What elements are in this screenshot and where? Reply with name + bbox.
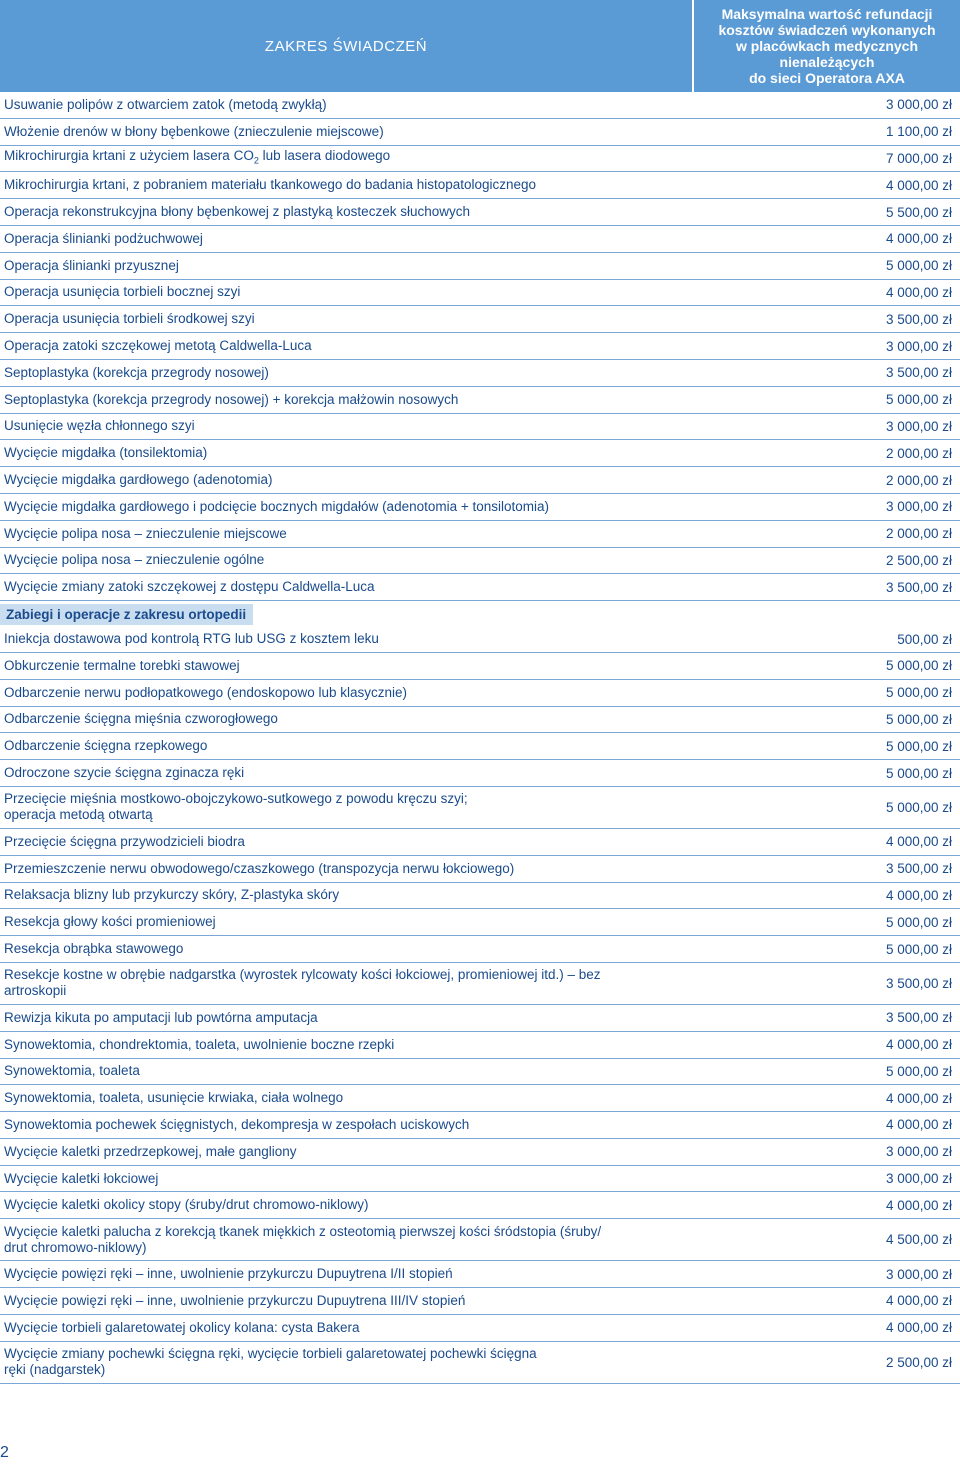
service-name [0, 148, 772, 169]
refund-value: 3 500,00 zł [885, 975, 952, 991]
service-name: Odroczone szycie ścięgna zginacza ręki [4, 765, 245, 781]
refund-value: 4 000,00 zł [885, 231, 952, 247]
refund-value: 5 500,00 zł [885, 204, 952, 220]
service-name: Synowektomia, toaleta, usunięcie krwiaka, ciała wolnego [4, 1090, 344, 1106]
table-row [0, 787, 960, 829]
table-row [0, 963, 960, 1005]
refund-value: 3 000,00 zł [885, 1144, 952, 1160]
refund-value: 4 500,00 zł [885, 1232, 952, 1248]
service-name: Wycięcie kaletki łokciowej [4, 1170, 159, 1186]
refund-value: 3 000,00 zł [885, 499, 952, 515]
header-max-line: Maksymalna wartość refundacji [721, 6, 933, 22]
service-name: Wycięcie powięzi ręki – inne, uwolnienie przykurczu Dupuytrena III/IV stopień [4, 1292, 466, 1308]
service-name: Przecięcie ścięgna przywodzicieli biodra [4, 833, 245, 849]
refund-value: 2 000,00 zł [885, 472, 952, 488]
service-name: Usunięcie węzła chłonnego szyi [4, 418, 195, 434]
table-row [0, 119, 960, 146]
table-row [0, 414, 960, 441]
table-row [0, 1005, 960, 1032]
refund-value: 1 100,00 zł [885, 124, 952, 140]
refund-value: 4 000,00 zł [885, 1037, 952, 1053]
service-name: Odbarczenie ścięgna mięśnia czworogłowego [4, 711, 278, 727]
service-name-line: operacja metodą otwartą [4, 807, 153, 823]
refund-value: 3 000,00 zł [885, 1266, 952, 1282]
service-name: Wycięcie polipa nosa – znieczulenie miejscowe [4, 525, 287, 541]
section-title: Zabiegi i operacje z zakresu ortopedii [0, 604, 253, 625]
service-name: Relaksacja blizny lub przykurczy skóry, Z-plastyka skóry [4, 887, 340, 903]
table-row [0, 1288, 960, 1315]
section-row [0, 603, 960, 626]
service-name: Resekcja obrąbka stawowego [4, 941, 184, 956]
service-name-line: Wycięcie kaletki palucha z korekcją tkanek miękkich z osteotomią pierwszej kości śródstopia (śruby/ [4, 1223, 602, 1239]
refund-value: 2 000,00 zł [885, 445, 952, 461]
refund-value: 7 000,00 zł [885, 150, 952, 166]
service-name: Septoplastyka (korekcja przegrody nosowej) + korekcja małżowin nosowych [4, 391, 459, 407]
service-name: Operacja usunięcia torbieli środkowej szyi [4, 311, 255, 327]
refund-value: 2 500,00 zł [885, 1354, 952, 1370]
table-row [0, 856, 960, 883]
table-row [0, 760, 960, 787]
table-row [0, 387, 960, 414]
page-number: 2 [0, 1444, 9, 1461]
service-name: Włożenie drenów w błony bębenkowe (znieczulenie miejscowe) [4, 123, 384, 139]
service-name: Wycięcie kaletki przedrzepkowej, małe gangliony [4, 1143, 297, 1159]
refund-value: 3 000,00 zł [885, 97, 952, 113]
table-row [0, 733, 960, 760]
refund-value: 5 000,00 zł [885, 685, 952, 701]
header-max-line: do sieci Operatora AXA [749, 70, 905, 86]
refund-value: 3 000,00 zł [885, 338, 952, 354]
refund-value: 3 000,00 zł [885, 1171, 952, 1187]
service-name: Operacja zatoki szczękowej metotą Caldwella-Luca [4, 338, 312, 354]
service-name: Obkurczenie termalne torebki stawowej [4, 657, 240, 673]
table-row [0, 574, 960, 601]
service-name: Wycięcie migdałka (tonsilektomia) [4, 445, 208, 461]
refund-value: 4 000,00 zł [885, 1320, 952, 1336]
refund-value: 5 000,00 zł [885, 765, 952, 781]
refund-value: 3 500,00 zł [885, 365, 952, 381]
table-row [0, 494, 960, 521]
service-name [0, 791, 772, 823]
refund-value: 5 000,00 zł [885, 799, 952, 815]
refund-value: 3 500,00 zł [885, 579, 952, 595]
refund-value: 3 500,00 zł [885, 861, 952, 877]
table-row [0, 467, 960, 494]
service-name: Operacja rekonstrukcyjna błony bębenkowej z plastyką kosteczek słuchowych [4, 204, 470, 220]
table-row [0, 1112, 960, 1139]
refund-value: 3 500,00 zł [885, 311, 952, 327]
refund-value: 5 000,00 zł [885, 711, 952, 727]
service-name: Synowektomia, chondrektomia, toaleta, uwolnienie boczne rzepki [4, 1036, 395, 1052]
service-name-part: Mikrochirurgia krtani z użyciem lasera CO [4, 148, 254, 164]
table-row [0, 548, 960, 575]
table-row [0, 1166, 960, 1193]
table-row [0, 440, 960, 467]
service-name: Operacja usunięcia torbieli bocznej szyi [4, 284, 241, 300]
service-name: Operacja ślinianki przyusznej [4, 257, 179, 273]
service-name [0, 1224, 772, 1256]
table-row [0, 333, 960, 360]
table-row [0, 829, 960, 856]
refund-value: 5 000,00 zł [885, 392, 952, 408]
table-body-ent [0, 92, 960, 601]
service-name: Mikrochirurgia krtani, z pobraniem materiału tkankowego do badania histopatologicznego [4, 177, 537, 193]
service-name-line: Wycięcie zmiany pochewki ścięgna ręki, wycięcie torbieli galaretowatej pochewki ścięgna [4, 1346, 537, 1362]
table-row [0, 253, 960, 280]
refund-value: 5 000,00 zł [885, 941, 952, 957]
refund-value: 4 000,00 zł [885, 887, 952, 903]
refund-value: 4 000,00 zł [885, 1090, 952, 1106]
table-row [0, 172, 960, 199]
service-name: Usuwanie polipów z otwarciem zatok (metodą zwykłą) [4, 96, 327, 112]
table-row [0, 936, 960, 963]
table-row [0, 909, 960, 936]
table-row [0, 1342, 960, 1384]
header-max-line: kosztów świadczeń wykonanych [718, 22, 936, 38]
refund-value: 5 000,00 zł [885, 914, 952, 930]
refund-value: 2 500,00 zł [885, 552, 952, 568]
service-name-line: drut chromowo-niklowy) [4, 1239, 147, 1255]
service-name: Odbarczenie ścięgna rzepkowego [4, 738, 208, 754]
service-name: Septoplastyka (korekcja przegrody nosowej) [4, 364, 269, 380]
header-max-line: w placówkach medycznych [735, 38, 919, 54]
service-name: Wycięcie powięzi ręki – inne, uwolnienie przykurczu Dupuytrena I/II stopień [4, 1266, 453, 1282]
table-row [0, 280, 960, 307]
service-name: Wycięcie migdałka gardłowego i podcięcie bocznych migdałów (adenotomia + tonsilotomia) [4, 498, 550, 514]
table-row [0, 1192, 960, 1219]
table-row [0, 1219, 960, 1261]
service-name: Iniekcja dostawowa pod kontrolą RTG lub USG z kosztem leku [4, 631, 379, 647]
refund-value: 3 500,00 zł [885, 1010, 952, 1026]
table-row [0, 626, 960, 653]
service-name-line: Przecięcie mięśnia mostkowo-obojczykowo-sutkowego z powodu kręczu szyi; [4, 791, 468, 807]
refund-value: 5 000,00 zł [885, 1063, 952, 1079]
service-name [0, 1346, 772, 1378]
service-name-part: lub lasera diodowego [258, 148, 391, 164]
table-row [0, 1032, 960, 1059]
refund-value: 5 000,00 zł [885, 658, 952, 674]
refund-value: 2 000,00 zł [885, 526, 952, 542]
table-row [0, 680, 960, 707]
table-row [0, 1261, 960, 1288]
table-row [0, 199, 960, 226]
header-max-line: nienależących [779, 54, 875, 70]
service-name-line: Resekcje kostne w obrębie nadgarstka (wyrostek rylcowaty kości łokciowej, promieniowej itd.) – bez [4, 967, 601, 983]
table-row [0, 1315, 960, 1342]
service-name: Wycięcie polipa nosa – znieczulenie ogólne [4, 552, 265, 568]
table-header [0, 0, 960, 92]
refund-value: 3 000,00 zł [885, 418, 952, 434]
refund-value: 4 000,00 zł [885, 1197, 952, 1213]
table-row [0, 1085, 960, 1112]
service-name: Przemieszczenie nerwu obwodowego/czaszkowego (transpozycja nerwu łokciowego) [4, 860, 515, 876]
service-name: Wycięcie zmiany zatoki szczękowej z dostępu Caldwella-Luca [4, 579, 375, 595]
refund-value: 500,00 zł [897, 631, 952, 647]
service-name: Rewizja kikuta po amputacji lub powtórna amputacja [4, 1009, 318, 1025]
service-name: Wycięcie torbieli galaretowatej okolicy kolana: cysta Bakera [4, 1319, 360, 1335]
table-row [0, 883, 960, 910]
header-max-refund [694, 0, 960, 92]
table-body-ortho [0, 626, 960, 1384]
table-row [0, 92, 960, 119]
table-row [0, 707, 960, 734]
service-name-line: artroskopii [4, 983, 67, 999]
table-row [0, 226, 960, 253]
table-row [0, 1059, 960, 1086]
table-row [0, 146, 960, 173]
refund-value: 4 000,00 zł [885, 284, 952, 300]
refund-value: 5 000,00 zł [885, 258, 952, 274]
service-name: Wycięcie kaletki okolicy stopy (śruby/drut chromowo-niklowy) [4, 1197, 369, 1213]
table-row [0, 306, 960, 333]
refund-value: 4 000,00 zł [885, 177, 952, 193]
table-row [0, 360, 960, 387]
table-row [0, 653, 960, 680]
service-name-line: ręki (nadgarstek) [4, 1362, 106, 1378]
table-row [0, 1139, 960, 1166]
refund-value: 5 000,00 zł [885, 738, 952, 754]
refund-value: 4 000,00 zł [885, 1293, 952, 1309]
service-name: Resekcja głowy kości promieniowej [4, 914, 216, 930]
subscript: 2 [253, 155, 259, 166]
service-name: Synowektomia, toaleta [4, 1063, 140, 1079]
refund-value: 4 000,00 zł [885, 1117, 952, 1133]
service-name: Synowektomia pochewek ścięgnistych, dekompresja w zespołach uciskowych [4, 1116, 470, 1132]
header-service-scope: ZAKRES ŚWIADCZEŃ [0, 0, 692, 92]
refund-value: 4 000,00 zł [885, 834, 952, 850]
service-name: Odbarczenie nerwu podłopatkowego (endoskopowo lub klasycznie) [4, 684, 407, 700]
service-name: Wycięcie migdałka gardłowego (adenotomia) [4, 472, 273, 488]
service-name [0, 967, 772, 999]
service-name: Operacja ślinianki podżuchwowej [4, 230, 203, 246]
table-row [0, 521, 960, 548]
